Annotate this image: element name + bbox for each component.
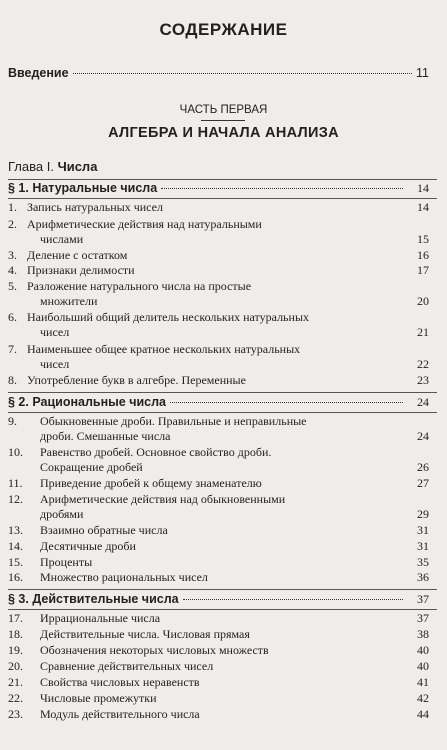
item-number: 21. [8, 675, 23, 689]
item-number: 19. [8, 643, 23, 657]
item-number: 5. [8, 279, 17, 293]
item-title: Равенство дробей. Основное свойство дроби. [40, 445, 272, 459]
item-page: 40 [417, 659, 429, 673]
divider [8, 179, 437, 180]
section-page: 37 [417, 592, 429, 606]
item-title: Арифметические действия над обыкновенными [40, 492, 286, 506]
item-page: 42 [417, 691, 429, 705]
chapter-heading [8, 159, 97, 174]
item-number: 9. [8, 414, 17, 428]
item-title: Обыкновенные дроби. Правильные и неправильные [40, 414, 307, 428]
divider [8, 609, 437, 610]
section-title: § 3. Действительные числа [8, 592, 179, 606]
item-page: 26 [417, 460, 429, 474]
section-title: § 2. Рациональные числа [8, 395, 167, 409]
section-page: 24 [417, 395, 429, 409]
item-page: 44 [417, 707, 429, 721]
item-number: 3. [8, 248, 17, 262]
item-page: 27 [417, 476, 429, 490]
item-page: 29 [417, 507, 429, 521]
item-page: 17 [417, 263, 429, 277]
item-page: 31 [417, 523, 429, 537]
item-number: 15. [8, 555, 23, 569]
item-page: 40 [417, 643, 429, 657]
item-number: 2. [8, 217, 17, 231]
item-number: 16. [8, 570, 23, 584]
part-divider [201, 120, 245, 121]
item-title-continued: чисел [40, 325, 70, 339]
item-number: 14. [8, 539, 23, 553]
item-title: Запись натуральных чисел [27, 200, 163, 214]
item-number: 6. [8, 310, 17, 324]
part-title: АЛГЕБРА И НАЧАЛА АНАЛИЗА [108, 125, 339, 141]
introduction-title: Введение [8, 66, 69, 80]
item-title: Десятичные дроби [40, 539, 136, 553]
item-number: 12. [8, 492, 23, 506]
dot-leader [183, 599, 403, 600]
divider [8, 198, 437, 199]
item-title-continued: дробями [40, 507, 84, 521]
introduction-page: 11 [416, 66, 429, 80]
item-page: 37 [417, 611, 429, 625]
item-number: 1. [8, 200, 17, 214]
item-title: Употребление букв в алгебре. Переменные [27, 373, 246, 387]
dot-leader [170, 402, 403, 403]
item-number: 8. [8, 373, 17, 387]
item-number: 20. [8, 659, 23, 673]
item-page: 31 [417, 539, 429, 553]
item-page: 38 [417, 627, 429, 641]
item-title: Деление с остатком [27, 248, 128, 262]
item-page: 14 [417, 200, 429, 214]
item-number: 17. [8, 611, 23, 625]
item-page: 36 [417, 570, 429, 584]
item-page: 20 [417, 294, 429, 308]
item-title: Наибольший общий делитель нескольких натуральных [27, 310, 310, 324]
item-page: 15 [417, 232, 429, 246]
section-heading [8, 592, 429, 607]
item-page: 23 [417, 373, 429, 387]
item-title-continued: множители [40, 294, 98, 308]
item-page: 24 [417, 429, 429, 443]
toc-entry-introduction [8, 66, 429, 80]
divider [8, 412, 437, 413]
chapter-label: Глава I. [8, 159, 54, 174]
item-number: 22. [8, 691, 23, 705]
item-title: Наименьшее общее кратное нескольких натуральных [27, 342, 301, 356]
divider [8, 392, 437, 393]
item-title-continued: чисел [40, 357, 70, 371]
item-number: 11. [8, 476, 23, 490]
item-title-continued: Сокращение дробей [40, 460, 143, 474]
item-page: 16 [417, 248, 429, 262]
section-heading [8, 395, 429, 410]
dot-leader [161, 188, 403, 189]
page-title: СОДЕРЖАНИЕ [159, 20, 288, 39]
item-title: Признаки делимости [27, 263, 135, 277]
section-page: 14 [417, 181, 429, 195]
item-title: Разложение натурального числа на простые [27, 279, 252, 293]
dot-leader [73, 73, 412, 74]
item-title: Приведение дробей к общему знаменателю [40, 476, 262, 490]
item-title-continued: дроби. Смешанные числа [40, 429, 171, 443]
item-title: Проценты [40, 555, 93, 569]
item-number: 10. [8, 445, 23, 459]
item-title: Действительные числа. Числовая прямая [40, 627, 250, 641]
item-title: Взаимно обратные числа [40, 523, 168, 537]
chapter-name: Числа [57, 159, 98, 174]
item-number: 18. [8, 627, 23, 641]
item-title-continued: числами [40, 232, 84, 246]
divider [8, 589, 437, 590]
item-number: 7. [8, 342, 17, 356]
item-page: 35 [417, 555, 429, 569]
item-title: Свойства числовых неравенств [40, 675, 200, 689]
section-heading [8, 181, 429, 196]
item-title: Арифметические действия над натуральными [27, 217, 262, 231]
item-number: 23. [8, 707, 23, 721]
section-title: § 1. Натуральные числа [8, 181, 158, 195]
item-number: 13. [8, 523, 23, 537]
item-page: 21 [417, 325, 429, 339]
item-page: 41 [417, 675, 429, 689]
item-title: Сравнение действительных чисел [40, 659, 214, 673]
item-title: Модуль действительного числа [40, 707, 200, 721]
item-title: Множество рациональных чисел [40, 570, 208, 584]
item-title: Иррациональные числа [40, 611, 161, 625]
item-title: Обозначения некоторых числовых множеств [40, 643, 269, 657]
item-title: Числовые промежутки [40, 691, 157, 705]
item-number: 4. [8, 263, 17, 277]
part-label: ЧАСТЬ ПЕРВАЯ [179, 104, 268, 116]
item-page: 22 [417, 357, 429, 371]
